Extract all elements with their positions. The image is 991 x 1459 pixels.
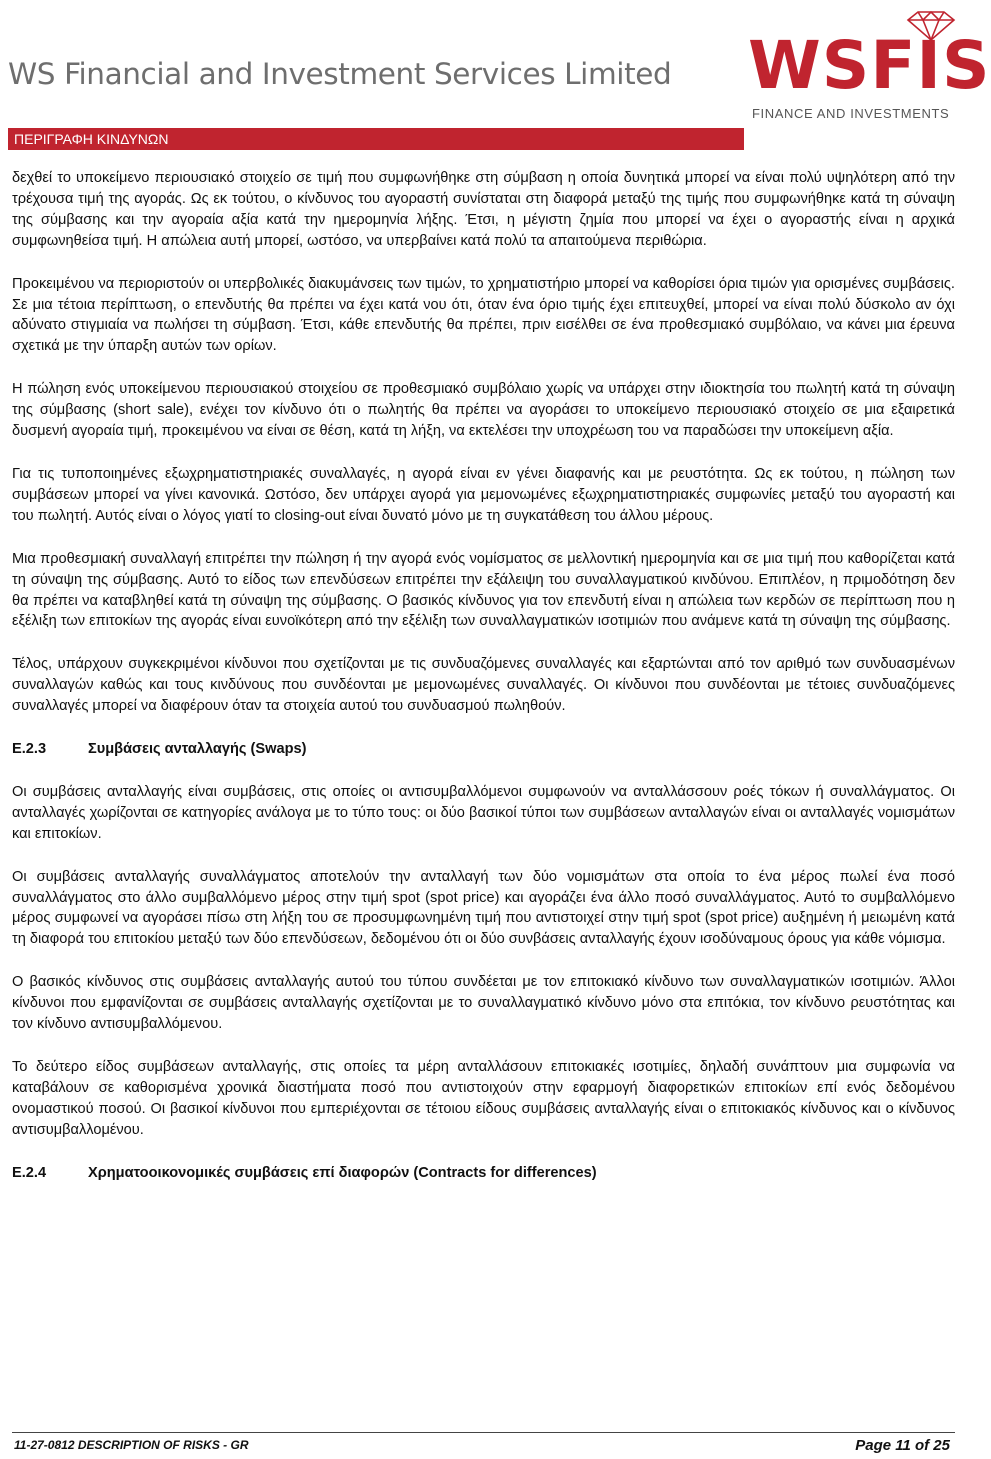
paragraph: Για τις τυποποιημένες εξωχρηματιστηριακές συναλλαγές, η αγορά είναι εν γένει διαφανής και με ρευστότητα. Ως εκ τούτου, η πώληση των συμβάσεων μπορεί να γίνει κανονικά. Ωστόσο, δεν υπάρχει αγορά για μεμονωμένες εξωχρηματιστηριακές συμφωνίες μεταξύ του αγοραστή και του πωλητή. Αυτός είναι ο λόγος γιατί το closing-out είναι δυνατό μόνο με τη συγκατάθεση του άλλου μέρους. [12, 465, 955, 524]
paragraph: Τέλος, υπάρχουν συγκεκριμένοι κίνδυνοι που σχετίζονται με τις συνδυαζόμενες συναλλαγές και εξαρτώνται από τον αριθμό των συνδυασμένων συναλλαγών καθώς και τους κινδύνους που συνδέονται με μεμονωμένες συναλλαγές. Οι κίνδυνοι που συνδέονται με τέτοιες συνδυαζόμενες συναλλαγές μπορεί να διαφέρουν όταν τα στοιχεία αυτού του συνδυασμού πωληθούν. [12, 656, 955, 715]
section-title: ΠΕΡΙΓΡΑΦΗ ΚΙΝΔΥΝΩΝ [14, 131, 169, 147]
footer-document-reference: 11-27-0812 DESCRIPTION OF RISKS - GR [14, 1438, 249, 1452]
paragraph: Ο βασικός κίνδυνος στις συμβάσεις ανταλλαγής αυτού του τύπου συνδέεται με τον επιτοκιακό κίνδυνο των συναλλαγματικών ισοτιμιών. Άλλοι κίνδυνοι που εμφανίζονται σε συμβάσεις ανταλλαγής σχετίζονται με το συναλλαγματικό κίνδυνο μόνο στα επιτόκια, τον κίνδυνο ρευστότητας και τον κίνδυνο αντισυμβαλλόμενου. [12, 974, 955, 1033]
paragraph: Η πώληση ενός υποκείμενου περιουσιακού στοιχείου σε προθεσμιακό συμβόλαιο χωρίς να υπάρχει στην ιδιοκτησία του πωλητή κατά τη σύναψη της σύμβασης (short sale), ενέχει τον κίνδυνο ότι ο πωλητής θα πρέπει να αγοράσει το υποκείμενο περιουσιακό στοιχείο σε μια εξαιρετικά δυσμενή αγοραία τιμή, προκειμένου να είναι σε θέση, κατά τη λήξη, να εκτελέσει την υποχρέωση του να παραδώσει την υποκείμενη αξία. [12, 381, 955, 440]
paragraph: Μια προθεσμιακή συναλλαγή επιτρέπει την πώληση ή την αγορά ενός νομίσματος σε μελλοντική ημερομηνία και σε μια τιμή που καθορίζεται κατά τη σύναψη της σύμβασης. Αυτό το είδος των επενδύσεων επιτρέπει την εξάλειψη του συναλλαγματικού κινδύνου. Επιπλέον, η πριμοδότηση δεν θα πρέπει να καταβληθεί κατά τη σύναψη της σύμβασης. Ο βασικός κίνδυνος για τον επενδυτή είναι η απώλεια των κερδών σε περίπτωση που η εξέλιξη των επιτοκίων της αγοράς είναι ευνοϊκότερη από την εξέλιξη των συναλλαγματικών ισοτιμιών που ανάμενε κατά τη σύναψη της σύμβασης. [12, 550, 955, 630]
paragraph: Το δεύτερο είδος συμβάσεων ανταλλαγής, στις οποίες τα μέρη ανταλλάσουν επιτοκιακές ισοτιμίες, δηλαδή συνάπτουν μια συμφωνία να καταβάλουν σε καθορισμένα χρονικά διαστήματα ποσό που αντιστοιχούν στην εφαρμογή διαφορετικών επιτοκίων επί ενός δεδομένου ονομαστικού ποσού. Οι βασικοί κίνδυνοι που εμπεριέχονται σε τέτοιου είδους συμβάσεις ανταλλαγής είναι ο επιτοκιακός κίνδυνος και ο κίνδυνος αντισυμβαλλομένου. [12, 1059, 955, 1138]
section-number: E.2.3 [12, 741, 47, 758]
footer-divider [12, 1432, 955, 1433]
paragraph: δεχθεί το υποκείμενο περιουσιακό στοιχείο σε τιμή που συμφωνήθηκε στη σύμβαση η οποία δυνητικά μπορεί να είναι πολύ υψηλότερη από την τρέχουσα τιμή της αγοράς. Ως εκ τούτου, ο κίνδυνος του αγοραστή συνίσταται στη διαφορά μεταξύ της τιμής που συμφωνήθηκε κατά τη σύναψη της σύμβασης και την αγοραία αξία κατά την ημερομηνία λήξης. Έτσι, η μέγιστη ζημία που μπορεί να έχει ο αγοραστής είναι η αρχικά συμφωνηθείσα τιμή. Η απώλεια αυτή μπορεί, ωστόσο, να υπερβαίνει κατά πολύ τα απαιτούμενα περιθώρια. [12, 170, 955, 249]
paragraph: Οι συμβάσεις ανταλλαγής είναι συμβάσεις, στις οποίες οι αντισυμβαλλόμενοι συμφωνούν να ανταλλάσσουν ροές τόκων ή συναλλάγματος. Οι ανταλλαγές χωρίζονται σε κατηγορίες ανάλογα με το τύπο τους: οι δύο βασικοί τύποι των συμβάσεων ανταλλαγών είναι οι ανταλλαγές νομισμάτων και επιτοκίων. [12, 783, 955, 842]
section-heading-title: Χρηματοοικονομικές συμβάσεις επί διαφορών (Contracts for differences) [88, 1164, 597, 1181]
section-heading-cfd [12, 1163, 955, 1184]
document-body [12, 168, 955, 1206]
section-heading-title: Συμβάσεις ανταλλαγής (Swaps) [88, 741, 307, 758]
footer-page-number: Page 11 of 25 [855, 1437, 950, 1454]
paragraph: Προκειμένου να περιοριστούν οι υπερβολικές διακυμάνσεις των τιμών, το χρηματιστήριο μπορεί να καθορίσει όρια τιμών για ορισμένες συμβάσεις. Σε μια τέτοια περίπτωση, ο επενδυτής θα πρέπει να έχει κατά νου ότι, όταν ένα όριο τιμής έχει επιτευχθεί, μπορεί να είναι πολύ δύσκολο αν όχι αδύνατο στιγμιαία να πωλήσει τη σύμβαση. Έτσι, κάθε επενδυτής θα πρέπει, πριν εισέλθει σε ένα προθεσμιακό συμβόλαιο, να κάνει μια έρευνα σχετικά με την ύπαρξη αυτών των ορίων. [12, 275, 955, 355]
page-header [0, 0, 991, 160]
logo-subtitle: FINANCE AND INVESTMENTS [752, 106, 950, 121]
paragraph: Οι συμβάσεις ανταλλαγής συναλλάγματος αποτελούν την ανταλλαγή των δύο νομισμάτων στα οποία το ένα μέρος πωλεί ένα ποσό συναλλάγματος στο άλλο συμβαλλόμενο μέρος στην τιμή spot (spot price) και αγοράζει ένα άλλο ποσό συναλλάγματος. Αυτό το συμβαλλόμενο μέρος συμφωνεί να αγοράσει πίσω στη λήξη του σε προσυμφωνημένη τιμή που αντιστοιχεί στην τιμή spot (spot price) αυξημένη ή μειωμένη κατά τη διαφορά του επιτοκίου μεταξύ των δύο επενδύσεων, δεδομένου ότι οι δύο συνβάσεις ανταλλαγής έχουν ισοδύναμους όρους για κάθε νόμισμα. [12, 868, 955, 948]
section-heading-swaps [12, 739, 955, 760]
section-number: E.2.4 [12, 1164, 47, 1181]
section-title-bar [8, 128, 744, 150]
company-name: WS Financial and Investment Services Limited [8, 57, 672, 91]
wsfis-logo-text: WSFIS [748, 27, 991, 104]
